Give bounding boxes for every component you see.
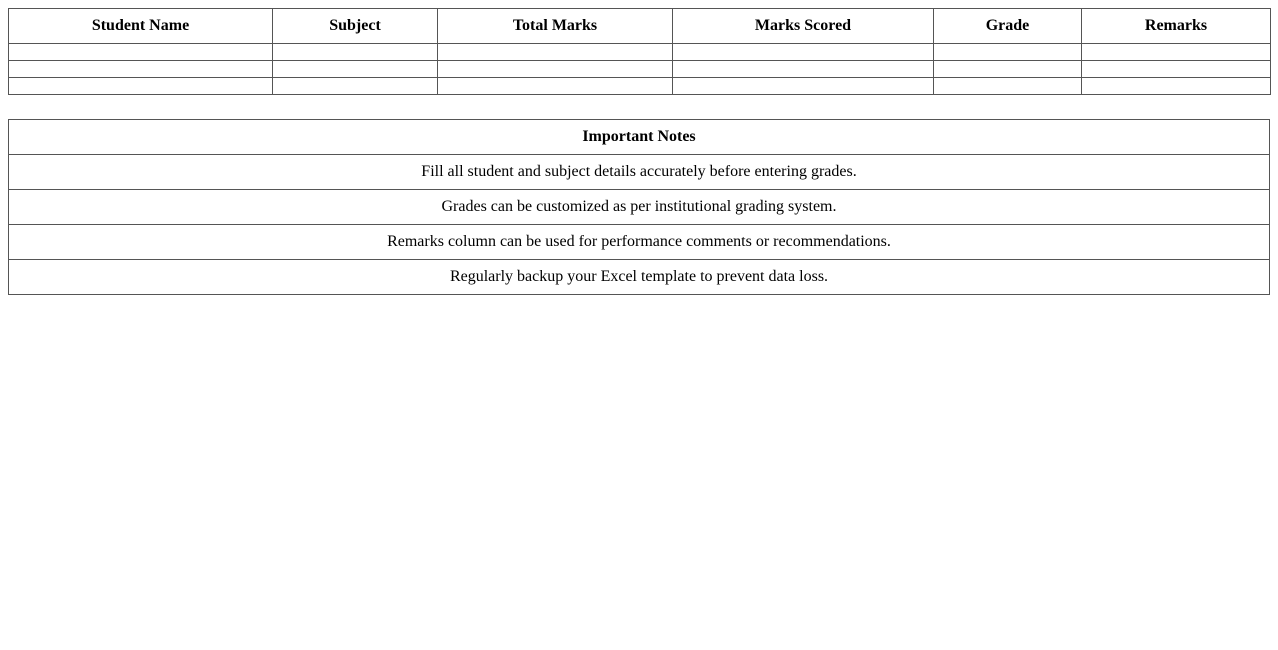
table-row [9,44,1271,61]
cell-student-name[interactable] [9,78,273,95]
header-student-name: Student Name [9,9,273,44]
grades-table [8,8,1271,95]
cell-student-name[interactable] [9,44,273,61]
cell-student-name[interactable] [9,61,273,78]
notes-table [8,119,1270,295]
list-item [9,155,1270,190]
header-remarks: Remarks [1082,9,1271,44]
cell-grade[interactable] [934,44,1082,61]
list-item [9,260,1270,295]
cell-total-marks[interactable] [438,78,673,95]
cell-subject[interactable] [273,44,438,61]
list-item [9,225,1270,260]
note-text: Remarks column can be used for performance comments or recommendations. [9,225,1270,260]
grades-header-row [9,9,1271,44]
header-subject: Subject [273,9,438,44]
header-grade: Grade [934,9,1082,44]
header-total-marks: Total Marks [438,9,673,44]
cell-total-marks[interactable] [438,44,673,61]
list-item [9,190,1270,225]
cell-remarks[interactable] [1082,61,1271,78]
cell-marks-scored[interactable] [673,44,934,61]
cell-remarks[interactable] [1082,78,1271,95]
notes-title: Important Notes [9,120,1270,155]
header-marks-scored: Marks Scored [673,9,934,44]
notes-header-row [9,120,1270,155]
cell-marks-scored[interactable] [673,61,934,78]
cell-subject[interactable] [273,78,438,95]
cell-marks-scored[interactable] [673,78,934,95]
note-text: Fill all student and subject details accurately before entering grades. [9,155,1270,190]
note-text: Grades can be customized as per institutional grading system. [9,190,1270,225]
cell-total-marks[interactable] [438,61,673,78]
cell-grade[interactable] [934,78,1082,95]
cell-remarks[interactable] [1082,44,1271,61]
note-text: Regularly backup your Excel template to prevent data loss. [9,260,1270,295]
table-row [9,78,1271,95]
table-row [9,61,1271,78]
cell-subject[interactable] [273,61,438,78]
cell-grade[interactable] [934,61,1082,78]
